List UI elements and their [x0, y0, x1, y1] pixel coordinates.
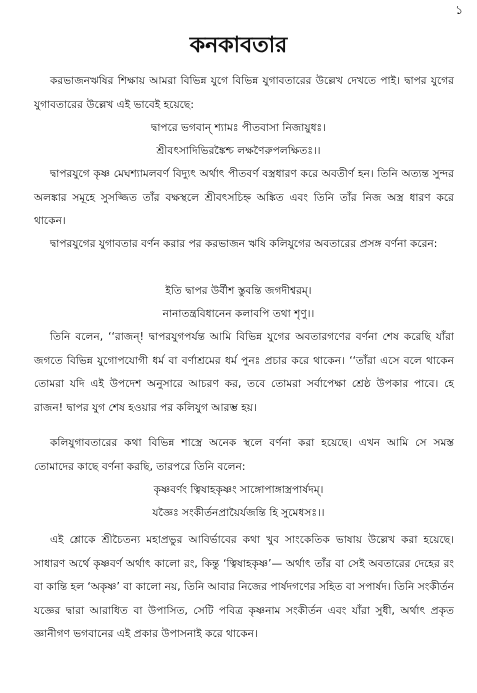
paragraph-2: দ্বাপরযুগে কৃষ্ণ মেঘশ্যামলবর্ণ বিদ্যুৎ অর্থাৎ পীতবর্ণ বস্ত্রধারণ করে অবতীর্ণ হন। তিনি অত্যন্ত সুন্দর অলঙ্কার সমূহে সুসজ্জিত তাঁর বক্ষস্থলে শ্রীবৎসচিহ্ন অঙ্কিত এবং তিনি তাঁর নিজ অস্ত্র ধারণ করে থাকেন। [34, 168, 454, 227]
verse-6: যজ্ঞৈঃ সংকীর্তনপ্রায়ৈর্যজন্তি হি সুমেধসঃ।। [152, 507, 325, 519]
verse-3: ইতি দ্বাপর উর্বীশ স্তুবন্তি জগদীশ্বরম্। [165, 285, 312, 297]
paragraph-5: কলিযুগাবতারের কথা বিভিন্ন শাস্ত্রে অনেক স্থলে বর্ণনা করা হয়েছে। এখন আমি সে সমস্ত তোমাদের কাছে বর্ণনা করছি, তারপরে তিনি বলেন: [34, 437, 454, 473]
verse-2: শ্রীবৎসাদিভিরঙ্কৈশ্চ লক্ষণৈরুপলক্ষিতঃ।। [156, 145, 321, 157]
paragraph-4: তিনি বলেন, ‘‘রাজন্! দ্বাপরযুগপর্যন্ত আমি বিভিন্ন যুগের অবতারগণের বর্ণনা শেষ করেছি যাঁরা জগতে বিভিন্ন যুগোপযোগী ধর্ম বা বর্ণাশ্রমের ধর্ম পুনঃ প্রচার করে থাকেন। ‘‘তাঁরা এসে বলে থাকেন তোমরা যদি এই উপদেশ অনুসারে আচরণ কর, তবে তোমরা সর্বাপেক্ষা শ্রেষ্ঠ উপকার পাবে। হে রাজন! দ্বাপর যুগ শেষ হওয়ার পর কলিযুগ আরম্ভ হয়। [34, 331, 454, 414]
verse-1: দ্বাপরে ভগবান্ শ্যামঃ পীতবাসা নিজায়ুধঃ। [151, 122, 326, 134]
paragraph-1: করভাজনঋষির শিক্ষায় আমরা বিভিন্ন যুগে বিভিন্ন যুগাবতারের উল্লেখ দেখতে পাই। দ্বাপর যুগের যুগাবতারের উল্লেখ এই ভাবেই হয়েছে: [34, 75, 454, 111]
paragraph-3: দ্বাপরযুগের যুগাবতার বর্ণন করার পর করভাজন ঋষি কলিযুগের অবতারের প্রসঙ্গ বর্ণনা করেন: [50, 238, 438, 250]
verse-5: কৃষ্ণবর্ণং ত্বিষাহকৃষ্ণং সাঙ্গোপাঙ্গাস্ত্রপার্ষদম্। [153, 484, 324, 496]
page-title: কনকাবতার [189, 33, 288, 58]
page-number: ১ [455, 3, 463, 17]
paragraph-6: এই শ্লোকে শ্রীচৈতন্য মহাপ্রভুর আবির্ভাবের কথা খুব সাংকেতিক ভাষায় উল্লেখ করা হয়েছে। সাধারণ অর্থে কৃষ্ণবর্ণ অর্থাৎ কালো রং, কিন্তু ‘ত্বিষাহকৃষ্ণ’— অর্থাৎ তাঁর বা সেই অবতারের দেহের রং বা কান্তি হল ‘অকৃষ্ণ’ বা কালো নয়, তিনি আবার নিজের পার্ষদগণের সহিত বা সপার্ষদ। তিনি সংকীর্তন যজ্ঞের দ্বারা আরাধিত বা উপাসিত, সেটি পবিত্র কৃষ্ণনাম সংকীর্তন এবং যাঁরা সুধী, অর্থাৎ প্রকৃত জ্ঞানীগণ ভগবানের এই প্রকার উপাসনাই করে থাকেন। [34, 534, 454, 640]
verse-4: নানাতন্ত্রবিধানেন কলাবপি তথা শৃণু।। [162, 308, 315, 320]
